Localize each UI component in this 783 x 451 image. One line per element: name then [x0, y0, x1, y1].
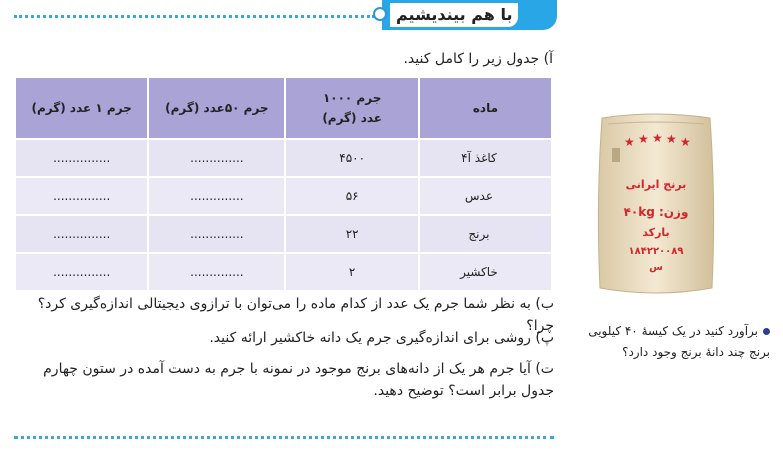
header-material: ماده — [419, 78, 552, 139]
bullet-icon — [763, 328, 770, 335]
header-circle-icon — [373, 7, 387, 21]
cell-mass-50[interactable]: .............. — [148, 253, 285, 291]
rice-bag-caption-text: برآورد کنید در یک کیسهٔ ۴۰ کیلویی برنج چند دانهٔ برنج وجود دارد؟ — [588, 324, 770, 359]
rice-bag-caption — [572, 321, 770, 363]
bag-label-extra: س — [649, 262, 663, 273]
table-row — [15, 139, 552, 177]
question-t: ت) آیا جرم هر یک از دانه‌های برنج موجود در نمونه با جرم به دست آمده در ستون چهارم جدول برابر است؟ توضیح دهید. — [43, 361, 554, 399]
cell-mass-1000: ۲ — [285, 253, 418, 291]
bag-label-barcode: بارکد — [642, 226, 670, 239]
cell-material: برنج — [419, 215, 552, 253]
svg-text:★: ★ — [652, 131, 663, 145]
mass-table — [14, 78, 553, 292]
table-row — [15, 177, 552, 215]
cell-material: عدس — [419, 177, 552, 215]
header-mass-1000-line1: جرم ۱۰۰۰ — [322, 91, 382, 105]
cell-mass-1000: ۲۲ — [285, 215, 418, 253]
bag-label-code: ۱۸۴۲۲۰۰۸۹ — [628, 246, 684, 257]
header-dotted-line — [14, 15, 375, 18]
table-row — [15, 253, 552, 291]
svg-text:★: ★ — [638, 132, 649, 146]
cell-material: کاغذ آ۴ — [419, 139, 552, 177]
table-header-row — [15, 78, 552, 139]
cell-mass-1[interactable]: ............... — [15, 177, 148, 215]
svg-text:★: ★ — [680, 135, 691, 149]
header-banner — [382, 0, 557, 30]
bag-label-weight: وزن: ۴۰kg — [623, 205, 689, 219]
cell-mass-50[interactable]: .............. — [148, 139, 285, 177]
header-mass-1000-line2: عدد (گرم) — [322, 111, 382, 125]
cell-material: خاکشیر — [419, 253, 552, 291]
cell-mass-1[interactable]: ............... — [15, 253, 148, 291]
header-mass-1: جرم ۱ عدد (گرم) — [15, 78, 148, 139]
bottom-dotted-line — [14, 436, 554, 439]
cell-mass-1[interactable]: ............... — [15, 139, 148, 177]
section-title: با هم بیندیشیم — [390, 3, 518, 27]
cell-mass-50[interactable]: .............. — [148, 177, 285, 215]
question-p: پ) روشی برای اندازه‌گیری جرم یک دانه خاکشیر ارائه کنید. — [209, 330, 554, 346]
cell-mass-50[interactable]: .............. — [148, 215, 285, 253]
instruction-text: آ) جدول زیر را کامل کنید. — [403, 51, 553, 67]
table-row — [15, 215, 552, 253]
header-mass-50: جرم ۵۰عدد (گرم) — [148, 78, 285, 139]
svg-text:★: ★ — [624, 135, 635, 149]
question-b: ب) به نظر شما جرم یک عدد از کدام ماده را می‌توان با ترازوی دیجیتالی اندازه‌گیری کرد؟ چرا؟ — [37, 296, 554, 334]
svg-text:★: ★ — [666, 132, 677, 146]
section-header — [10, 0, 555, 34]
rice-bag-image — [594, 112, 718, 296]
cell-mass-1000: ۴۵۰۰ — [285, 139, 418, 177]
header-mass-1000 — [285, 78, 418, 139]
cell-mass-1[interactable]: ............... — [15, 215, 148, 253]
bag-label-title: برنج ایرانی — [625, 178, 687, 191]
cell-mass-1000: ۵۶ — [285, 177, 418, 215]
